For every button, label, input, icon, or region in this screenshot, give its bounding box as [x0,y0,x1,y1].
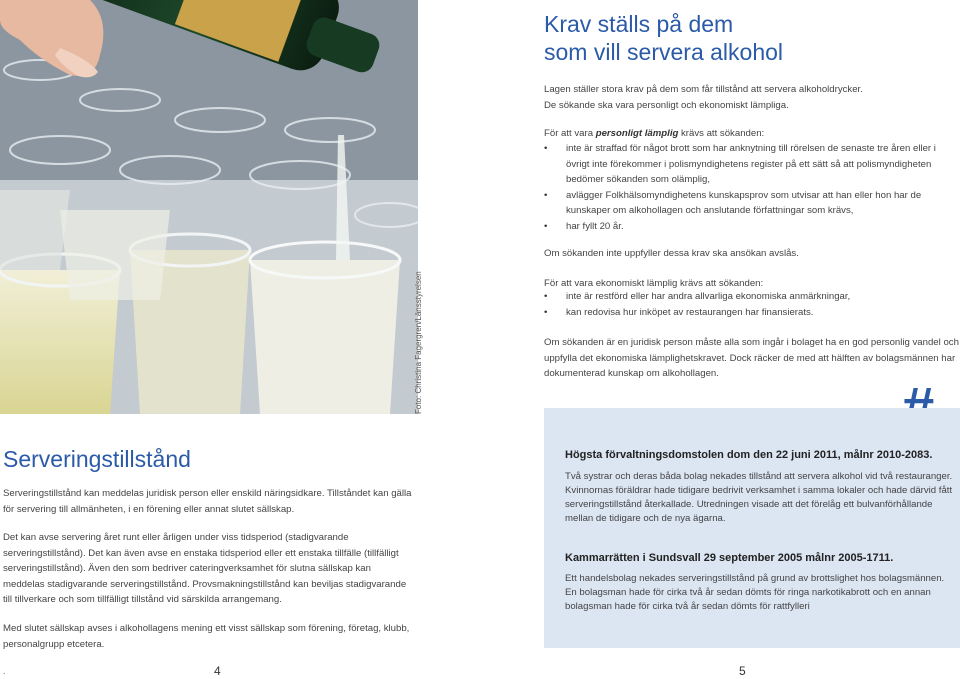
case-2-text: Ett handelsbolag nekades serveringstillstånd på grund av brottslighet hos bolagsmännen. En bolagsman hade för cirka två år sedan dömts för ringa narkotikabrott och en annan bolagsman hade för cirka två år sedan dömts för rattfylleri [565,573,945,612]
intro-line-2: De sökande ska vara personligt och ekonomiskt lämpliga. [544,99,789,111]
personal-intro-emphasis: personligt lämplig [595,128,679,139]
champagne-illustration [0,0,418,414]
page-number-right: 5 [739,664,746,678]
case-2-title: Kammarrätten i Sundsvall 29 september 2005 målnr 2005-1711. [565,552,894,564]
left-paragraph-2: Det kan avse servering året runt eller årligen under viss tidsperiod (stadigvarande serveringstillstånd). Det kan även avse en enstaka tidsperiod eller ett enstaka tillfälle (tillfälligt serveringstillstånd). Även den som bedriver cateringverksamhet för slutna sällskap kan meddelas stadigvarande serveringstillstånd. Provsmakningstillstånd kan beviljas stadigvarande till tillverkare och som tillfälligt tillstånd vid särskilda arrangemang. [3,532,407,606]
page-number-left: 4 [214,664,221,678]
list-item: • inte är straffad för något brott som har anknytning till rörelsen de senaste tre åren eller i övrigt inte förekommer i polismyndighetens register på ett sätt så att polismyndigheten bedömer sökanden som olämplig, [544,141,960,188]
intro-line-1: Lagen ställer stora krav på dem som får tillstånd att servera alkoholdrycker. [544,84,863,95]
case-1-title: Högsta förvaltningsdomstolen dom den 22 juni 2011, målnr 2010-2083. [565,449,933,461]
title-line-1: Krav ställs på dem [544,11,734,37]
left-paragraph-1: Serveringstillstånd kan meddelas juridisk person eller enskild näringsidkare. Tillståndet kan gälla för servering till allmänheten, i en förening eller annat slutet sällskap. [3,488,412,515]
intro-text [544,82,944,113]
list-item: • kan redovisa hur inköpet av restaurangen har finansierats. [544,305,960,321]
personal-intro [544,126,954,142]
list-item: • har fyllt 20 år. [544,219,960,235]
not-met-text: Om sökanden inte uppfyller dessa krav ska ansökan avslås. [544,248,799,259]
personal-requirements-list [544,141,960,235]
economic-requirements-list [544,289,960,320]
page-title [544,10,783,66]
champagne-photo [0,0,418,414]
legal-person-text: Om sökanden är en juridisk person måste alla som ingår i bolaget ha en god personlig vandel och uppfylla det ekonomiska lämplighetskravet. Dock räcker de med att hälften av bolagsmännen har dokumenterad kunskap om alkohollagen. [544,337,959,380]
case-1-text: Två systrar och deras båda bolag nekades tillstånd att servera alkohol vid två restauranger. Kvinnornas föräldrar hade tidigare bedrivit verksamhet i samma lokaler och hade därvid fått serveringstillstånd återkallade. Utredningen visade att det förelåg ett bulvanförhållande mellan de tidigare och de nya ägarna. [565,471,953,524]
economic-intro: För att vara ekonomiskt lämplig krävs att sökanden: [544,278,764,289]
footer-dot: . [3,666,6,676]
section-heading: Serveringstillstånd [3,446,191,472]
personal-intro-post: krävs att sökanden: [678,128,765,139]
personal-intro-pre: För att vara [544,128,596,139]
photo-credit-text: Foto: Christina Fagergren/Länsstyrelsen [414,271,423,414]
left-paragraph-3: Med slutet sällskap avses i alkohollagens mening ett visst sällskap som förening, företag, klubb, personalgrupp etcetera. [3,623,410,650]
list-item: • inte är restförd eller har andra allvarliga ekonomiska anmärkningar, [544,289,960,305]
title-line-2: som vill servera alkohol [544,39,784,65]
list-item: • avlägger Folkhälsomyndighetens kunskapsprov som utvisar att han eller hon har de kunskaper om alkohollagen och anslutande författningar som krävs, [544,188,960,219]
photo-credit [414,271,434,414]
